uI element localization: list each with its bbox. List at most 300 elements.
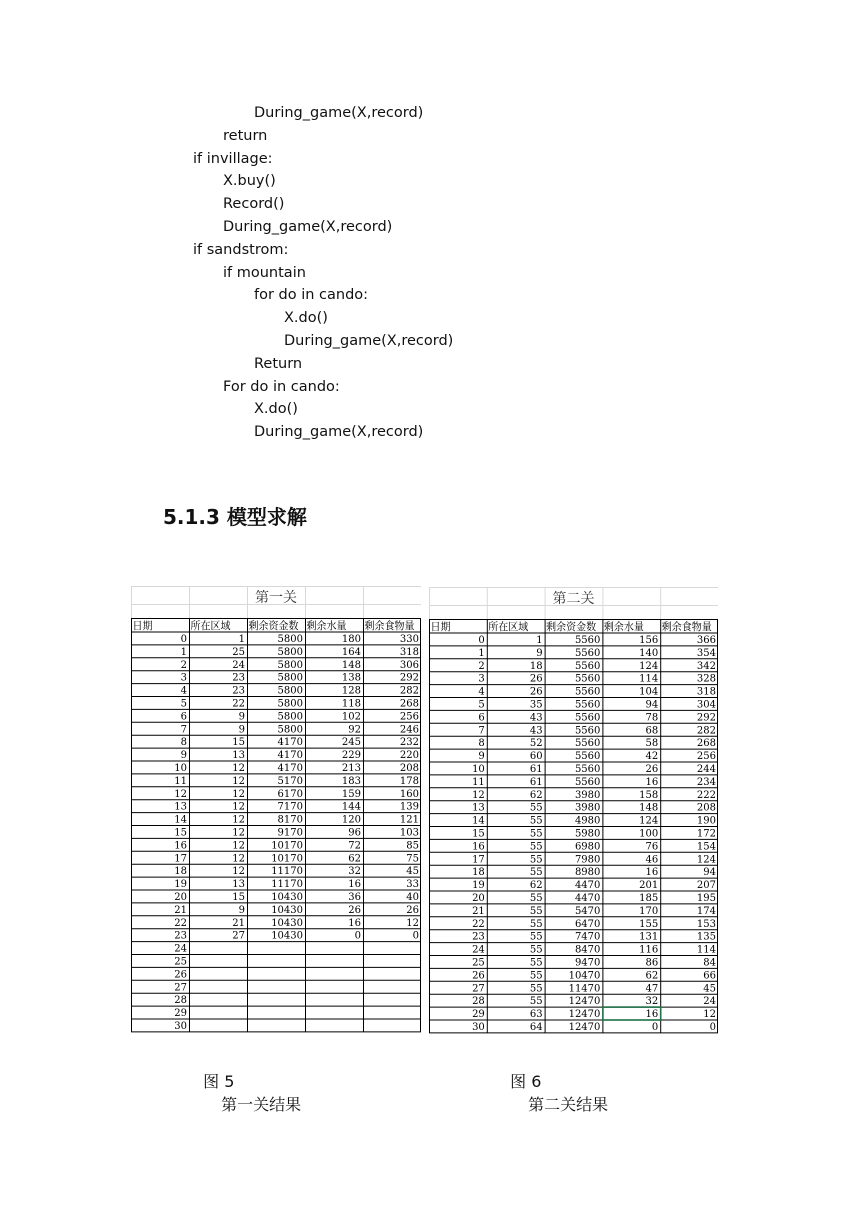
table-cell: 11	[472, 776, 485, 788]
table-cell: 2	[180, 659, 187, 671]
table-cell: 144	[341, 801, 361, 813]
table-cell: 9	[536, 647, 543, 659]
table-cell: 55	[529, 854, 543, 866]
table-cell: 5560	[574, 635, 601, 646]
table-cell: 22	[174, 917, 187, 929]
table-cell: 12	[406, 917, 419, 929]
column-header: 剩余资金数	[248, 620, 301, 632]
table-cell: 62	[348, 853, 361, 865]
table-cell: 12470	[568, 996, 601, 1008]
table-row	[472, 945, 716, 956]
table-cell: 16	[645, 1009, 659, 1021]
table-cell: 15	[232, 892, 245, 903]
table-cell: 6	[180, 711, 187, 723]
table-cell: 26	[174, 969, 187, 981]
table-cell: 220	[399, 750, 419, 762]
table-cell: 5560	[574, 776, 601, 788]
table-cell: 24	[472, 944, 485, 956]
table-cell: 42	[645, 751, 659, 763]
table-row	[472, 906, 716, 917]
table-row	[174, 944, 187, 955]
table-row	[472, 816, 716, 827]
column-header: 剩余食物量	[364, 620, 417, 632]
table-cell: 12470	[568, 1022, 601, 1033]
table-cell: 14	[472, 815, 485, 827]
table-cell: 328	[696, 673, 716, 685]
table-cell: 207	[696, 880, 716, 892]
table-cell: 23	[232, 672, 245, 684]
table-cell: 43	[529, 712, 543, 724]
table-cell: 222	[696, 789, 716, 801]
table-cell: 245	[341, 737, 361, 749]
table-cell: 4170	[277, 763, 303, 774]
table-cell: 12	[232, 827, 245, 839]
table-cell: 5800	[277, 685, 303, 697]
code-line: During_game(X,record)	[254, 105, 424, 121]
code-line: X.buy()	[223, 173, 276, 190]
table-row	[478, 725, 716, 736]
table-cell: 4980	[574, 815, 601, 827]
table-cell: 86	[645, 957, 659, 969]
table-cell: 128	[341, 685, 361, 697]
level2-results-sheet	[429, 587, 718, 1035]
sheet-title: 第一关	[255, 590, 297, 606]
table-cell: 10170	[271, 853, 303, 865]
table-row	[181, 686, 419, 697]
table-cell: 148	[341, 659, 361, 671]
table-cell: 58	[645, 738, 659, 750]
table-cell: 170	[639, 905, 659, 917]
table-cell: 45	[406, 866, 419, 878]
table-cell: 29	[174, 1008, 187, 1020]
table-cell: 10430	[271, 904, 303, 916]
sheet-title: 第二关	[552, 591, 595, 607]
table-row	[181, 711, 419, 722]
table-cell: 342	[696, 660, 716, 672]
table-cell: 140	[639, 647, 659, 659]
table-cell: 306	[399, 659, 419, 671]
table-row	[472, 983, 716, 994]
table-cell: 5170	[277, 775, 303, 787]
table-cell: 9	[238, 724, 245, 736]
figure-6-title: 第二关结果	[528, 1095, 609, 1114]
table-cell: 7470	[574, 931, 601, 943]
table-cell: 232	[399, 737, 419, 749]
table-cell: 5560	[574, 647, 601, 659]
table-cell: 13	[174, 801, 187, 813]
table-cell: 102	[341, 711, 361, 723]
table-cell: 185	[639, 893, 659, 904]
table-cell: 9	[180, 750, 187, 762]
table-cell: 22	[472, 918, 485, 930]
table-row	[174, 957, 187, 968]
table-cell: 5800	[277, 672, 303, 684]
table-cell: 229	[341, 750, 361, 762]
table-cell: 30	[472, 1022, 485, 1033]
table-row	[174, 995, 187, 1006]
table-cell: 0	[478, 635, 485, 646]
table-cell: 12	[472, 789, 485, 801]
table-cell: 0	[354, 930, 361, 942]
table-row	[174, 892, 419, 903]
table-cell: 63	[529, 1009, 543, 1021]
table-cell: 12	[232, 775, 245, 787]
table-cell: 76	[645, 841, 659, 853]
table-cell: 55	[529, 905, 543, 917]
table-cell: 9	[478, 751, 485, 763]
table-cell: 26	[406, 904, 419, 916]
table-cell: 94	[645, 699, 659, 711]
code-line: During_game(X,record)	[284, 333, 454, 349]
column-header: 剩余水量	[306, 620, 349, 632]
table-cell: 18	[529, 660, 543, 672]
table-cell: 20	[472, 893, 485, 904]
table-cell: 62	[529, 789, 543, 801]
table-cell: 118	[341, 698, 361, 710]
table-cell: 1	[238, 634, 245, 645]
table-cell: 292	[399, 672, 419, 684]
table-cell: 6470	[574, 918, 601, 930]
table-cell: 5560	[574, 660, 601, 672]
table-row	[478, 674, 716, 685]
table-cell: 60	[529, 751, 543, 763]
table-cell: 5560	[574, 699, 601, 711]
table-cell: 17	[174, 853, 187, 865]
table-row	[174, 1021, 187, 1032]
table-row	[181, 647, 419, 658]
table-row	[174, 918, 419, 929]
table-cell: 3980	[574, 789, 601, 801]
table-cell: 6980	[574, 841, 601, 853]
section-heading: 5.1.3 模型求解	[163, 505, 307, 529]
table-row	[472, 880, 716, 891]
table-cell: 27	[232, 930, 245, 942]
code-line: return	[223, 127, 268, 144]
table-cell: 208	[696, 802, 716, 814]
table-cell: 16	[645, 867, 659, 879]
table-cell: 62	[529, 880, 543, 892]
table-cell: 68	[645, 725, 659, 737]
table-row	[181, 724, 419, 735]
table-cell: 0	[709, 1022, 716, 1033]
table-cell: 172	[696, 828, 716, 840]
table-cell: 5	[478, 699, 485, 711]
table-cell: 282	[696, 725, 716, 737]
table-cell: 8470	[574, 944, 601, 956]
table-row	[174, 828, 419, 839]
table-cell: 66	[703, 970, 716, 982]
table-row	[472, 970, 716, 981]
table-cell: 16	[472, 841, 485, 853]
table-cell: 55	[529, 802, 543, 814]
table-cell: 4470	[574, 893, 601, 904]
table-row	[472, 803, 716, 814]
table-cell: 131	[639, 931, 659, 943]
table-cell: 12	[232, 814, 245, 826]
table-cell: 256	[399, 711, 419, 723]
table-cell: 26	[472, 970, 485, 982]
table-row	[472, 854, 716, 865]
table-cell: 5560	[574, 725, 601, 737]
table-cell: 213	[341, 763, 361, 774]
table-cell: 7	[180, 724, 187, 736]
table-cell: 12	[232, 763, 245, 774]
table-cell: 318	[696, 686, 716, 698]
table-cell: 114	[696, 944, 716, 956]
table-row	[174, 789, 419, 800]
table-cell: 268	[696, 738, 716, 750]
table-cell: 0	[180, 634, 187, 645]
table-cell: 47	[645, 983, 659, 995]
table-row	[174, 763, 419, 774]
table-cell: 4170	[277, 737, 303, 749]
table-cell: 5560	[574, 764, 601, 775]
table-cell: 55	[529, 828, 543, 840]
table-cell: 8980	[574, 867, 601, 879]
table-cell: 19	[174, 879, 187, 891]
table-cell: 85	[406, 840, 419, 852]
table-row	[174, 866, 419, 877]
table-cell: 4470	[574, 880, 601, 892]
table-cell: 156	[639, 635, 659, 646]
table-cell: 5980	[574, 828, 601, 840]
table-cell: 72	[348, 840, 361, 852]
table-cell: 24	[174, 943, 187, 955]
table-cell: 5800	[277, 646, 303, 658]
table-row	[174, 776, 419, 787]
table-cell: 33	[406, 879, 419, 891]
table-cell: 24	[232, 659, 245, 671]
table-cell: 158	[639, 789, 659, 801]
table-cell: 0	[651, 1022, 659, 1033]
table-cell: 15	[232, 737, 245, 749]
table-cell: 246	[399, 724, 419, 736]
table-cell: 55	[529, 944, 543, 956]
table-row	[472, 841, 716, 852]
table-cell: 164	[341, 646, 361, 658]
table-cell: 208	[399, 763, 419, 774]
table-cell: 52	[529, 738, 543, 750]
table-cell: 28	[174, 995, 187, 1007]
table-cell: 45	[703, 983, 716, 995]
table-cell: 183	[341, 775, 361, 787]
table-cell: 116	[639, 944, 659, 956]
table-cell: 3	[180, 672, 187, 684]
table-row	[478, 738, 716, 749]
table-cell: 124	[639, 660, 659, 672]
table-cell: 159	[341, 788, 361, 800]
table-row	[181, 699, 419, 710]
table-row	[181, 737, 419, 748]
table-cell: 25	[174, 956, 187, 968]
table-cell: 4	[180, 685, 187, 697]
table-cell: 26	[529, 686, 543, 698]
table-cell: 61	[529, 764, 543, 775]
column-header: 剩余食物量	[661, 621, 715, 633]
table-cell: 12	[232, 788, 245, 800]
table-cell: 114	[639, 673, 659, 685]
table-cell: 23	[232, 685, 245, 697]
table-cell: 35	[529, 699, 543, 711]
table-cell: 55	[529, 957, 543, 969]
table-cell: 21	[472, 905, 485, 917]
figure-5-number: 图 5	[203, 1072, 235, 1091]
table-cell: 19	[472, 880, 485, 892]
table-cell: 75	[406, 853, 419, 865]
table-row	[181, 634, 419, 645]
table-cell: 5800	[277, 724, 303, 736]
table-row	[472, 1009, 716, 1020]
table-row	[174, 853, 419, 864]
table-cell: 6	[478, 712, 485, 724]
table-cell: 36	[348, 892, 361, 903]
table-cell: 292	[696, 712, 716, 724]
table-cell: 6170	[277, 788, 303, 800]
table-row	[478, 712, 716, 723]
figure-5-title: 第一关结果	[221, 1095, 302, 1114]
table-row	[472, 932, 716, 943]
table-cell: 256	[696, 751, 716, 763]
table-cell: 21	[232, 917, 245, 929]
table-cell: 96	[348, 827, 361, 839]
table-row	[174, 969, 187, 980]
table-cell: 268	[399, 698, 419, 710]
table-row	[174, 982, 187, 993]
table-cell: 18	[174, 866, 187, 878]
table-cell: 3980	[574, 802, 601, 814]
table-cell: 124	[696, 854, 716, 866]
table-row	[174, 815, 419, 826]
table-cell: 100	[639, 828, 659, 840]
table-cell: 27	[472, 983, 485, 995]
table-cell: 10170	[271, 840, 303, 852]
table-cell: 55	[529, 931, 543, 943]
table-cell: 5560	[574, 751, 601, 763]
table-cell: 13	[232, 750, 245, 762]
table-cell: 12470	[568, 1009, 601, 1021]
table-row	[174, 840, 419, 851]
figure-6-caption	[500, 1050, 608, 1115]
table-row	[472, 777, 716, 788]
table-cell: 18	[472, 867, 485, 879]
table-cell: 55	[529, 918, 543, 930]
table-cell: 160	[399, 788, 419, 800]
table-cell: 4	[478, 686, 485, 698]
table-cell: 29	[472, 1009, 485, 1021]
table-cell: 62	[645, 970, 659, 982]
table-cell: 282	[399, 685, 419, 697]
table-cell: 1	[536, 635, 543, 646]
table-row	[478, 687, 716, 698]
table-cell: 55	[529, 867, 543, 879]
table-cell: 9170	[277, 827, 303, 839]
table-cell: 55	[529, 893, 543, 904]
table-cell: 3	[478, 673, 485, 685]
table-cell: 9470	[574, 957, 601, 969]
column-header: 所在区域	[190, 620, 233, 632]
table-cell: 26	[529, 673, 543, 685]
table-cell: 20	[174, 892, 187, 903]
table-cell: 16	[348, 917, 361, 929]
table-cell: 11170	[271, 866, 303, 878]
table-cell: 139	[399, 801, 419, 813]
table-cell: 10430	[271, 930, 303, 942]
table-row	[174, 905, 419, 916]
table-cell: 12	[232, 801, 245, 813]
table-cell: 138	[341, 672, 361, 684]
table-cell: 12	[232, 866, 245, 878]
table-cell: 55	[529, 841, 543, 853]
table-row	[472, 867, 716, 878]
table-cell: 55	[529, 970, 543, 982]
table-cell: 13	[472, 802, 485, 814]
code-line: During_game(X,record)	[254, 424, 424, 441]
table-row	[174, 1008, 187, 1019]
table-cell: 0	[412, 930, 419, 942]
table-row	[478, 700, 716, 711]
table-cell: 8	[478, 738, 485, 750]
table-cell: 190	[696, 815, 716, 827]
code-line: if sandstrom:	[193, 241, 289, 258]
table-cell: 5560	[574, 738, 601, 750]
table-cell: 10	[174, 763, 187, 774]
table-cell: 55	[529, 983, 543, 995]
table-cell: 195	[696, 893, 716, 904]
table-cell: 9	[238, 904, 245, 916]
code-line: Return	[254, 355, 303, 372]
table-row	[472, 1022, 716, 1033]
table-cell: 5560	[574, 712, 601, 724]
column-header: 剩余资金数	[546, 621, 599, 633]
table-cell: 104	[639, 686, 659, 698]
table-cell: 16	[645, 776, 659, 788]
table-cell: 12	[174, 788, 187, 800]
level1-results-sheet	[131, 586, 421, 1035]
table-cell: 26	[645, 764, 659, 775]
figure-6-number: 图 6	[510, 1072, 542, 1091]
code-line: for do in cando:	[254, 287, 369, 304]
table-cell: 61	[529, 776, 543, 788]
table-cell: 8	[180, 737, 187, 749]
table-cell: 154	[696, 841, 716, 853]
table-cell: 5560	[574, 686, 601, 698]
table-cell: 174	[696, 905, 716, 917]
table-row	[472, 919, 716, 930]
table-cell: 84	[703, 957, 716, 969]
table-cell: 9	[238, 711, 245, 723]
table-cell: 121	[399, 814, 419, 826]
table-cell: 64	[529, 1022, 543, 1033]
table-row	[174, 802, 419, 813]
table-cell: 304	[696, 699, 716, 711]
code-line: if mountain	[223, 264, 306, 281]
code-line: During_game(X,record)	[223, 219, 393, 235]
column-header: 日期	[430, 621, 452, 633]
table-cell: 26	[348, 904, 361, 916]
table-cell: 153	[696, 918, 716, 930]
table-cell: 180	[341, 634, 361, 645]
table-cell: 11470	[568, 983, 601, 995]
table-cell: 43	[529, 725, 543, 737]
table-cell: 155	[639, 918, 659, 930]
table-cell: 78	[645, 712, 659, 724]
table-cell: 124	[639, 815, 659, 827]
code-line: Record()	[223, 196, 285, 213]
table-cell: 5	[180, 698, 187, 710]
table-cell: 23	[174, 930, 187, 942]
table-cell: 7980	[574, 854, 601, 866]
table-cell: 244	[696, 764, 716, 775]
